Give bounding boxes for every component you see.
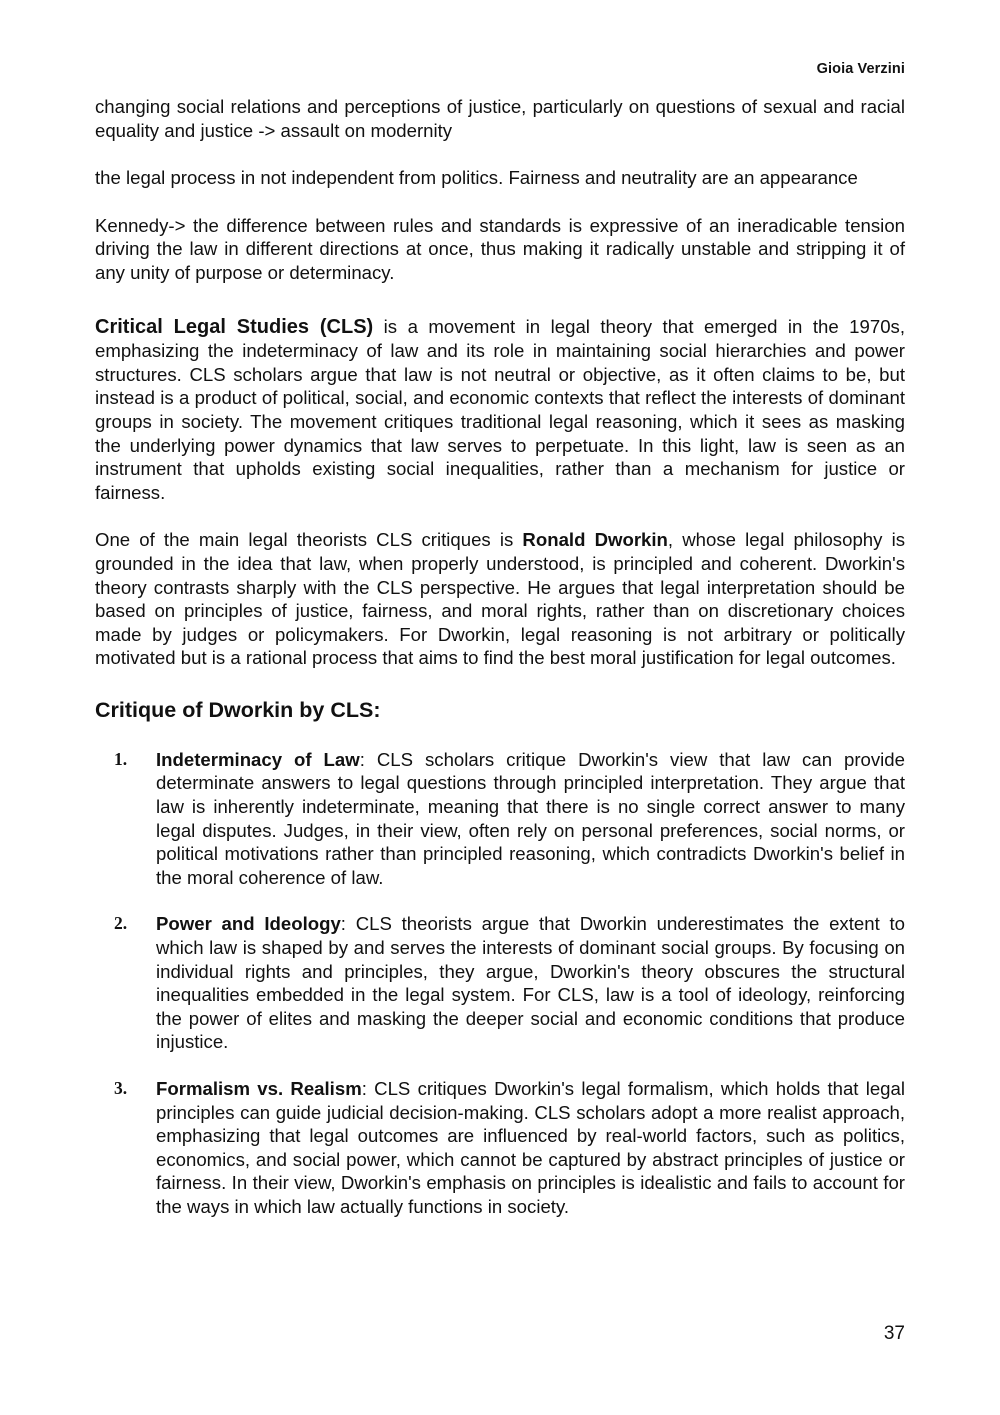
paragraph-cls-definition (95, 315, 905, 505)
paragraph-dworkin (95, 528, 905, 670)
list-item-body: : CLS theorists argue that Dworkin underestimates the extent to which law is shaped by and serves the interests of dominant social groups. By focusing on individual rights and principles, they argue, Dworkin's theory obscures the structural inequalities embedded in the legal system. For CLS, law is a tool of ideology, reinforcing the power of elites and masking the deeper social and economic conditions that produce injustice. (156, 913, 905, 1053)
paragraph-kennedy: Kennedy-> the difference between rules and standards is expressive of an ineradicable tension driving the law in different directions at once, thus making it radically unstable and stripping it of any unity of purpose or determinacy. (95, 214, 905, 283)
dworkin-description-text: , whose legal philosophy is grounded in the idea that law, when properly understood, is principled and coherent. Dworkin's theory contrasts sharply with the CLS perspective. He argues that legal interpretation should be based on principles of justice, fairness, and moral rights, rather than on discretionary choices made by judges or policymakers. For Dworkin, legal reasoning is not arbitrary or politically motivated but is a rational process that aims to find the best moral justification for legal outcomes. (95, 529, 905, 669)
list-item-body: : CLS scholars critique Dworkin's view that law can provide determinate answers to legal questions through principled interpretation. They argue that law is inherently indeterminate, meaning that there is no single correct answer to many legal disputes. Judges, in their view, often rely on personal preferences, social norms, or political motivations rather than principled reasoning, which contradicts Dworkin's belief in the moral coherence of law. (156, 748, 905, 888)
critique-list (95, 748, 905, 1219)
paragraph-modernity: changing social relations and perceptions of justice, particularly on questions of sexual and racial equality and justice -> assault on modernity (95, 96, 905, 141)
list-number: 2. (114, 913, 128, 934)
list-item-title: Formalism vs. Realism (156, 1078, 362, 1099)
cls-definition-text: is a movement in legal theory that emerged in the 1970s, emphasizing the indeterminacy of law and its role in maintaining social hierarchies and power structures. CLS scholars argue that law is not neutral or objective, as it often claims to be, but instead is a product of political, social, and economic contexts that reflect the interests of dominant groups in society. The movement critiques traditional legal reasoning, which it sees as masking the underlying power dynamics that law serves to perpetuate. In this light, law is seen as an instrument that upholds existing social inequalities, rather than a mechanism for justice or fairness. (95, 315, 905, 503)
page-number: 37 (883, 1323, 905, 1344)
list-item (95, 748, 905, 890)
paragraph-politics: the legal process in not independent from politics. Fairness and neutrality are an appearance (95, 167, 858, 189)
list-number: 1. (114, 748, 128, 769)
list-item-title: Power and Ideology (156, 913, 341, 935)
page-content (95, 95, 905, 1219)
list-item (95, 912, 905, 1054)
list-item-text (156, 748, 905, 890)
list-item (95, 1077, 905, 1219)
list-number: 3. (114, 1078, 128, 1098)
cls-term: Critical Legal Studies (CLS) (95, 315, 374, 338)
list-item-body: : CLS critiques Dworkin's legal formalism, which holds that legal principles can guide judicial decision-making. CLS scholars adopt a more realist approach, emphasizing that legal outcomes are influenced by real-world factors, such as politics, economics, and social power, which cannot be captured by abstract principles of justice or fairness. In their view, Dworkin's emphasis on principles is idealistic and fails to account for the ways in which law actually functions in society. (156, 1078, 906, 1217)
list-item-text (156, 912, 905, 1054)
section-heading: Critique of Dworkin by CLS: (95, 697, 381, 722)
author-header: Gioia Verzini (816, 61, 905, 77)
dworkin-name: Ronald Dworkin (522, 529, 668, 551)
list-item-title: Indeterminacy of Law (156, 748, 360, 770)
dworkin-intro-text: One of the main legal theorists CLS critiques is (95, 529, 523, 551)
list-item-text (156, 1077, 905, 1219)
